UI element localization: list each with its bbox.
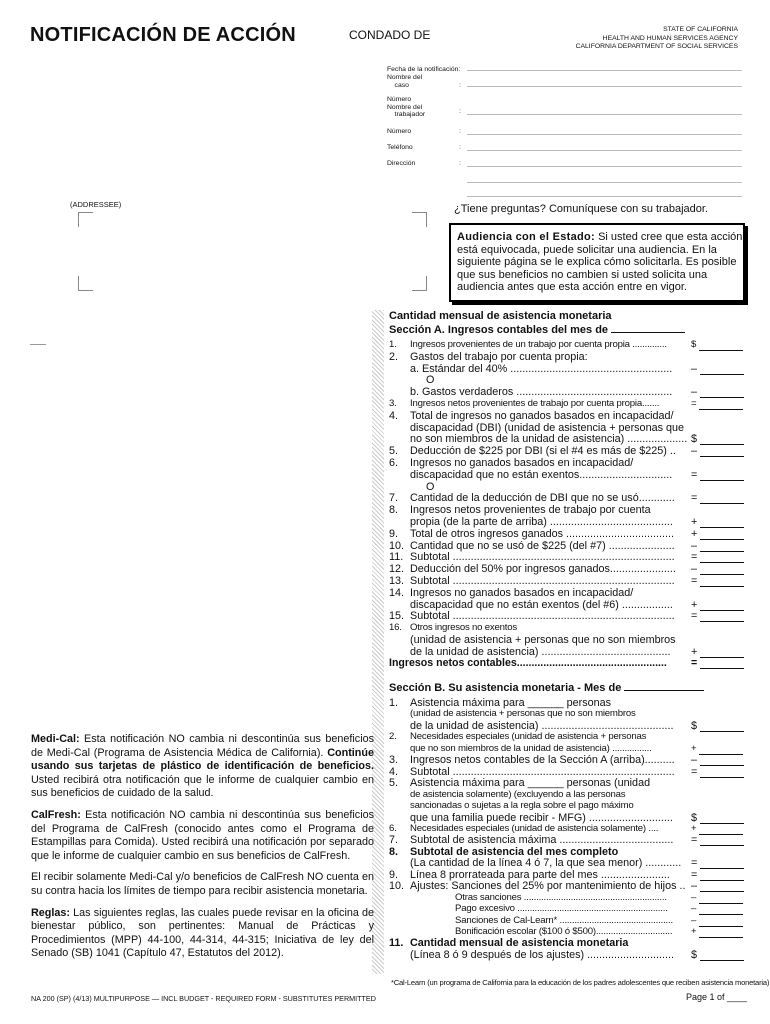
budget-line xyxy=(389,433,749,445)
amount-field[interactable] xyxy=(691,657,749,669)
budget-line xyxy=(389,857,749,869)
budget-line xyxy=(389,823,749,835)
line-text: que no son miembros de la unidad de asistencia) ................ xyxy=(410,742,652,754)
operator: – xyxy=(691,445,698,458)
line-number: 11. xyxy=(389,551,404,564)
county-label: CONDADO DE xyxy=(349,28,431,42)
operator: + xyxy=(691,527,698,540)
budget-line xyxy=(389,800,749,812)
field-input-line[interactable] xyxy=(467,134,742,135)
budget-line xyxy=(389,374,749,386)
budget-line xyxy=(389,445,749,457)
line-text: Otros ingresos no exentos xyxy=(410,622,517,634)
line-number: 8. xyxy=(389,504,399,517)
amount-field[interactable] xyxy=(691,915,749,927)
amount-blank[interactable] xyxy=(700,446,744,457)
form-identifier: NA 200 (SP) (4/13) MULTIPURPOSE — INCL BUDGET - REQUIRED FORM - SUBSTITUTES PERMITTED xyxy=(31,994,376,1003)
amount-blank[interactable] xyxy=(700,721,744,732)
amount-blank[interactable] xyxy=(700,858,744,869)
operator: – xyxy=(691,386,698,399)
amount-field[interactable] xyxy=(691,516,749,528)
operator: + xyxy=(691,598,698,611)
budget-line xyxy=(389,834,749,846)
note-text: Usted recibirá otra notificación que le informe de cualquier cambio en sus beneficios de cuidado de la salud. xyxy=(31,773,374,800)
budget-line xyxy=(389,937,749,949)
operator: = xyxy=(691,834,698,847)
page-title: NOTIFICACIÓN DE ACCIÓN xyxy=(30,24,296,46)
field-colon: : xyxy=(459,160,461,167)
amount-field[interactable] xyxy=(691,575,749,587)
line-text: Necesidades especiales (unidad de asistencia + personas xyxy=(410,731,647,743)
line-number: 13. xyxy=(389,575,405,587)
net-income-label: Ingresos netos contables................................................... xyxy=(389,657,667,669)
agency-line: CALIFORNIA DEPARTMENT OF SOCIAL SERVICES xyxy=(575,43,738,51)
budget-line xyxy=(389,846,749,858)
field-colon: : xyxy=(459,128,461,135)
amount-blank[interactable] xyxy=(700,364,744,375)
hearing-notice-box xyxy=(449,223,745,302)
line-text: Subtotal .......................................................................... xyxy=(410,765,675,778)
address-window-corner xyxy=(412,212,427,227)
line-number: 7. xyxy=(389,834,399,847)
operator: $ xyxy=(691,719,698,732)
amount-blank[interactable] xyxy=(699,927,743,938)
budget-line xyxy=(389,903,749,915)
section-a-subtitle xyxy=(389,323,749,336)
line-text: Subtotal .......................................................................... xyxy=(410,551,675,564)
amount-field[interactable] xyxy=(691,339,749,351)
operator: – xyxy=(691,563,698,576)
line-number: 3. xyxy=(389,398,397,409)
budget-line xyxy=(389,422,749,434)
line-text: Subtotal .......................................................................... xyxy=(410,575,675,587)
line-text: (unidad de asistencia + personas que no son miembros xyxy=(410,634,676,646)
line-text: Cantidad que no se usó de $225 (del #7) ...................... xyxy=(410,539,675,552)
medi-cal-heading: Medi-Cal: xyxy=(31,733,80,745)
operator: $ xyxy=(691,339,697,350)
amount-field[interactable] xyxy=(691,398,749,410)
budget-line xyxy=(389,766,749,778)
line-number: 6. xyxy=(389,822,397,834)
line-text: Ingresos netos contables de la Sección A (arriba).......... xyxy=(410,754,675,767)
line-text: (unidad de asistencia + personas que no son miembros xyxy=(410,708,636,720)
budget-line xyxy=(389,646,749,658)
amount-field[interactable] xyxy=(691,492,749,504)
agency-line: STATE OF CALIFORNIA xyxy=(663,26,738,33)
field-label: Teléfono xyxy=(387,144,413,151)
line-text: discapacidad que no están exentos............................... xyxy=(410,468,673,481)
budget-line xyxy=(389,457,749,469)
section-a-title: Cantidad mensual de asistencia monetaria xyxy=(389,310,612,322)
section-a-subtitle-text: Sección A. Ingresos contables del mes de xyxy=(389,324,609,336)
operator: $ xyxy=(691,811,698,824)
amount-blank[interactable] xyxy=(700,881,744,892)
field-label: Número xyxy=(387,128,412,135)
amount-blank[interactable] xyxy=(700,517,744,528)
line-number: 1. xyxy=(389,339,397,350)
budget-line xyxy=(389,551,749,563)
line-text: Ingresos provenientes de un trabajo por cuenta propia .............. xyxy=(410,339,667,350)
questions-text: ¿Tiene preguntas? Comuníquese con su trabajador. xyxy=(454,203,708,215)
field-colon: : xyxy=(459,108,461,115)
line-number: 7. xyxy=(389,492,399,505)
line-text: Gastos del trabajo por cuenta propia: xyxy=(410,350,588,363)
line-number: 4. xyxy=(389,409,399,422)
line-text: Cantidad de la deducción de DBI que no se usó............ xyxy=(410,492,675,505)
budget-line xyxy=(389,812,749,824)
operator: + xyxy=(691,926,697,937)
line-text: Subtotal de asistencia del mes completo xyxy=(410,845,619,858)
budget-line xyxy=(389,575,749,587)
budget-line xyxy=(389,599,749,611)
agency-line: HEALTH AND HUMAN SERVICES AGENCY xyxy=(602,34,738,42)
line-number: 9. xyxy=(389,527,399,540)
rules-note xyxy=(31,907,374,961)
line-number: 10. xyxy=(389,539,405,552)
line-text: Bonificación escolar ($100 ó $500)............................... xyxy=(455,926,673,937)
line-text: Ajustes: Sanciones del 25% por mantenimiento de hijos .. xyxy=(410,880,686,893)
line-text: no son miembros de la unidad de asistencia) .................... xyxy=(410,433,688,446)
budget-line xyxy=(389,504,749,516)
operator: = xyxy=(691,492,698,505)
line-text: Deducción de $225 por DBI (si el #4 es más de $225) .. xyxy=(410,445,676,458)
budget-line xyxy=(389,363,749,375)
operator: = xyxy=(691,575,698,587)
line-text: (Línea 8 ó 9 después de los ajustes) ............................. xyxy=(410,948,675,961)
line-number: 4. xyxy=(389,765,399,778)
amount-blank[interactable] xyxy=(700,611,744,622)
budget-line xyxy=(389,743,749,755)
line-number: 8. xyxy=(389,845,399,858)
field-input-line[interactable] xyxy=(467,70,742,71)
hearing-heading: Audiencia con el Estado: xyxy=(457,231,596,243)
amount-field[interactable] xyxy=(691,551,749,563)
field-input-line[interactable] xyxy=(467,86,742,87)
line-number: 2. xyxy=(389,350,399,363)
amount-blank[interactable] xyxy=(699,744,743,755)
line-text: Línea 8 prorrateada para parte del mes ....................... xyxy=(410,868,670,881)
section-b-subtitle xyxy=(389,681,749,694)
amount-blank[interactable] xyxy=(699,399,743,410)
budget-line xyxy=(389,540,749,552)
budget-line xyxy=(389,949,749,961)
line-text: Cantidad mensual de asistencia monetaria xyxy=(410,937,629,950)
line-text: que una familia puede recibir - MFG) ............................ xyxy=(410,811,673,824)
budget-line xyxy=(389,789,749,801)
amount-field[interactable] xyxy=(691,766,749,778)
amount-field[interactable] xyxy=(691,646,749,658)
month-blank[interactable] xyxy=(624,681,704,691)
calfresh-heading: CalFresh: xyxy=(31,808,81,821)
amount-field[interactable] xyxy=(691,528,749,540)
section-b-subtitle-text: Sección B. Su asistencia monetaria - Mes de xyxy=(389,682,622,694)
line-number: 9. xyxy=(389,868,399,881)
line-text: Ingresos netos provenientes de trabajo por cuenta propia....... xyxy=(410,398,660,409)
budget-line xyxy=(389,386,749,398)
amount-blank[interactable] xyxy=(700,576,744,587)
line-number: 10. xyxy=(389,880,405,893)
line-number: 11. xyxy=(389,937,404,950)
line-text: sancionadas o sujetas a la regla sobre el pago máximo xyxy=(410,800,634,812)
amount-field[interactable] xyxy=(691,823,749,835)
line-text: Asistencia máxima para ______ personas (unidad xyxy=(410,777,651,790)
line-number: 2. xyxy=(389,731,397,743)
line-text: a. Estándar del 40% ...................................................... xyxy=(410,362,673,375)
line-text: de la unidad de asistencia) ........................................... xyxy=(410,645,671,658)
note-text: Esta notificación NO cambia ni descontinúa sus beneficios de Medi-Cal (Programa de Asistencia Médica de California). xyxy=(31,733,374,759)
addressee-label: (ADDRESSEE) xyxy=(70,200,122,209)
calfresh-note xyxy=(31,809,374,863)
budget-line xyxy=(389,892,749,904)
field-label: Dirección xyxy=(387,160,416,167)
line-number: 3. xyxy=(389,754,399,767)
amount-field[interactable] xyxy=(691,540,749,552)
amount-field[interactable] xyxy=(691,869,749,881)
line-number: 16. xyxy=(389,622,402,634)
note-text: Las siguientes reglas, las cuales puede revisar en la oficina de bienestar público, son pertinentes: Manual de Prácticas y Procedimientos (MPP) 44-100, 44-314, 44-315; Iniciativa de ley del Senado (SB) 1041 (Capítulo 47, Estatutos del 2012). xyxy=(31,906,374,960)
line-text: de la unidad de asistencia) ............................................ xyxy=(410,719,674,732)
amount-field[interactable] xyxy=(691,892,749,904)
budget-line xyxy=(389,708,749,720)
line-text: O xyxy=(426,480,435,493)
amount-field[interactable] xyxy=(691,610,749,622)
budget-line xyxy=(389,697,749,709)
amount-blank[interactable] xyxy=(700,767,744,778)
amount-field[interactable] xyxy=(691,386,749,398)
line-text: (La cantidad de la línea 4 ó 7, la que sea menor) ............ xyxy=(410,857,682,870)
operator: – xyxy=(691,754,698,767)
line-text: Asistencia máxima para ______ personas xyxy=(410,697,612,709)
field-input-line[interactable] xyxy=(467,196,742,197)
line-number: 15. xyxy=(389,610,405,623)
line-text: Ingresos no ganados basados en incapacidad/ xyxy=(410,586,634,599)
operator: = xyxy=(691,610,698,623)
line-text: Sanciones de Cal-Learn* .............................................. xyxy=(455,914,673,926)
amount-blank[interactable] xyxy=(700,552,744,563)
line-text: Ingresos no ganados basados en incapacidad/ xyxy=(410,457,634,469)
field-colon: : xyxy=(459,144,461,151)
amount-field[interactable] xyxy=(691,743,749,755)
line-number: 5. xyxy=(389,445,399,458)
line-text: O xyxy=(426,374,435,387)
budget-line xyxy=(389,915,749,927)
note-text: Esta notificación NO cambia ni descontinúa sus beneficios del Programa de CalFresh (conocido antes como el Programa de Estampillas para Comida). Usted recibirá una notificación por separado que le informe de cualquier cambio en sus beneficios de CalFresh. xyxy=(31,808,374,862)
budget-line xyxy=(389,516,749,528)
address-window-corner xyxy=(412,276,427,291)
field-input-line[interactable] xyxy=(467,166,742,167)
operator: + xyxy=(691,742,697,754)
budget-line xyxy=(389,720,749,732)
operator: – xyxy=(691,539,698,552)
line-text: Total de ingresos no ganados basados en incapacidad/ xyxy=(410,409,674,422)
field-input-line[interactable] xyxy=(467,114,742,115)
operator: = xyxy=(691,657,698,669)
amount-blank[interactable] xyxy=(700,387,744,398)
budget-line xyxy=(389,634,749,646)
operator: – xyxy=(691,914,697,926)
cal-learn-footnote: *Cal-Learn (un programa de California para la educación de los padres adolescentes que reciben asistencia monetaria) xyxy=(391,978,770,987)
budget-line xyxy=(389,587,749,599)
amount-field[interactable] xyxy=(691,563,749,575)
line-number: 5. xyxy=(389,777,399,790)
amount-field[interactable] xyxy=(691,469,749,481)
amount-blank[interactable] xyxy=(700,950,744,961)
fold-mark xyxy=(30,344,46,345)
line-text: Subtotal de asistencia máxima ...................................... xyxy=(410,834,674,847)
amount-blank[interactable] xyxy=(700,529,744,540)
budget-line xyxy=(389,777,749,789)
field-label: Nombre del caso xyxy=(387,74,423,89)
budget-line xyxy=(389,880,749,892)
budget-line xyxy=(389,398,749,410)
program-notes xyxy=(31,733,374,969)
amount-blank[interactable] xyxy=(699,904,743,915)
amount-field[interactable] xyxy=(691,720,749,732)
line-text: Total de otros ingresos ganados .................................... xyxy=(410,527,675,540)
amount-blank[interactable] xyxy=(700,813,744,824)
budget-line xyxy=(389,610,749,622)
amount-blank[interactable] xyxy=(700,835,744,846)
medi-cal-note xyxy=(31,733,374,801)
amount-field[interactable] xyxy=(691,445,749,457)
amount-blank[interactable] xyxy=(700,493,744,504)
amount-field[interactable] xyxy=(691,949,749,961)
line-text: Otras sanciones .......................................................... xyxy=(455,891,667,903)
budget-line xyxy=(389,469,749,481)
operator: = xyxy=(691,857,698,870)
operator: + xyxy=(691,822,697,834)
amount-field[interactable] xyxy=(691,599,749,611)
line-number: 12. xyxy=(389,563,405,576)
budget-line xyxy=(389,754,749,766)
net-income-line xyxy=(389,657,749,669)
operator: – xyxy=(691,362,698,375)
operator: – xyxy=(691,903,697,915)
address-window-corner xyxy=(78,276,93,291)
agency-block xyxy=(576,26,738,52)
amount-field[interactable] xyxy=(691,880,749,892)
month-blank[interactable] xyxy=(611,323,685,333)
budget-line xyxy=(389,622,749,634)
line-number: 1. xyxy=(389,697,399,709)
amount-blank[interactable] xyxy=(699,340,743,351)
amount-blank[interactable] xyxy=(700,541,744,552)
budget-line xyxy=(389,926,749,938)
budget-line xyxy=(389,563,749,575)
operator: + xyxy=(691,516,698,528)
amount-blank[interactable] xyxy=(699,893,743,904)
line-number: 14. xyxy=(389,586,405,599)
budget-line xyxy=(389,492,749,504)
operator: = xyxy=(691,468,698,481)
budget-line xyxy=(389,528,749,540)
operator: = xyxy=(691,868,698,881)
operator: $ xyxy=(691,948,698,961)
line-text: propia (de la parte de arriba) ......................................... xyxy=(410,516,673,528)
amount-blank[interactable] xyxy=(700,564,744,575)
line-text: Deducción del 50% por ingresos ganados...................... xyxy=(410,563,676,576)
budget-line xyxy=(389,410,749,422)
field-label: Número Nombre del trabajador xyxy=(387,96,426,118)
amount-blank[interactable] xyxy=(699,824,743,835)
operator: $ xyxy=(691,433,698,446)
amount-field[interactable] xyxy=(691,754,749,766)
operator: – xyxy=(691,880,698,893)
operator: = xyxy=(691,551,698,564)
amount-blank[interactable] xyxy=(700,755,744,766)
amount-blank[interactable] xyxy=(699,916,743,927)
operator: = xyxy=(691,765,698,778)
time-limit-note: El recibir solamente Medi-Cal y/o beneficios de CalFresh NO cuenta en su contra hacia los límites de tiempo para recibir asistencia monetaria. xyxy=(31,871,374,897)
amount-field[interactable] xyxy=(691,812,749,824)
page-number: Page 1 of ____ xyxy=(686,992,748,1002)
field-input-line[interactable] xyxy=(467,150,742,151)
address-window-corner xyxy=(78,212,93,227)
amount-blank[interactable] xyxy=(700,434,744,445)
amount-blank[interactable] xyxy=(700,600,744,611)
line-text: discapacidad que no están exentos (del #6) ................. xyxy=(410,598,673,611)
operator: – xyxy=(691,891,697,903)
amount-field[interactable] xyxy=(691,363,749,375)
field-input-line[interactable] xyxy=(467,182,742,183)
budget-line xyxy=(389,481,749,493)
line-text: Pago excesivo ............................................................. xyxy=(455,903,668,915)
amount-field[interactable] xyxy=(691,857,749,869)
amount-field[interactable] xyxy=(691,903,749,915)
hearing-text: Si usted cree que esta acción está equivocada, puede solicitar una audiencia. En la siguiente página se le explica cómo solicitarla. Es posible que sus beneficios no cambien si usted solicita una audiencia antes que esta acción entre en vigor. xyxy=(457,231,743,294)
amount-blank[interactable] xyxy=(700,470,744,481)
rules-heading: Reglas: xyxy=(31,906,71,919)
operator: = xyxy=(691,398,697,409)
field-label: Fecha de la notificación: xyxy=(387,66,461,73)
budget-line xyxy=(389,869,749,881)
amount-field[interactable] xyxy=(691,433,749,445)
operator: + xyxy=(691,645,698,658)
note-emphasis: Continúe usando sus tarjetas de plástico de identificación de beneficios. xyxy=(31,746,374,773)
budget-line xyxy=(389,339,749,351)
budget-line xyxy=(389,351,749,363)
line-text: Necesidades especiales (unidad de asistencia solamente) .... xyxy=(410,822,659,834)
line-text: b. Gastos verdaderos .................................................... xyxy=(410,386,673,399)
field-colon: : xyxy=(459,82,461,89)
line-text: Subtotal .......................................................................... xyxy=(410,610,675,623)
amount-field[interactable] xyxy=(691,834,749,846)
line-text: Ingresos netos provenientes de trabajo por cuenta xyxy=(410,504,651,517)
line-text: discapacidad (DBI) (unidad de asistencia + personas que xyxy=(410,421,684,434)
line-number: 6. xyxy=(389,457,399,469)
amount-field[interactable] xyxy=(691,926,749,938)
line-text: de asistencia solamente) (excluyendo a las personas xyxy=(410,788,626,800)
budget-line xyxy=(389,731,749,743)
amount-blank[interactable] xyxy=(700,870,744,881)
